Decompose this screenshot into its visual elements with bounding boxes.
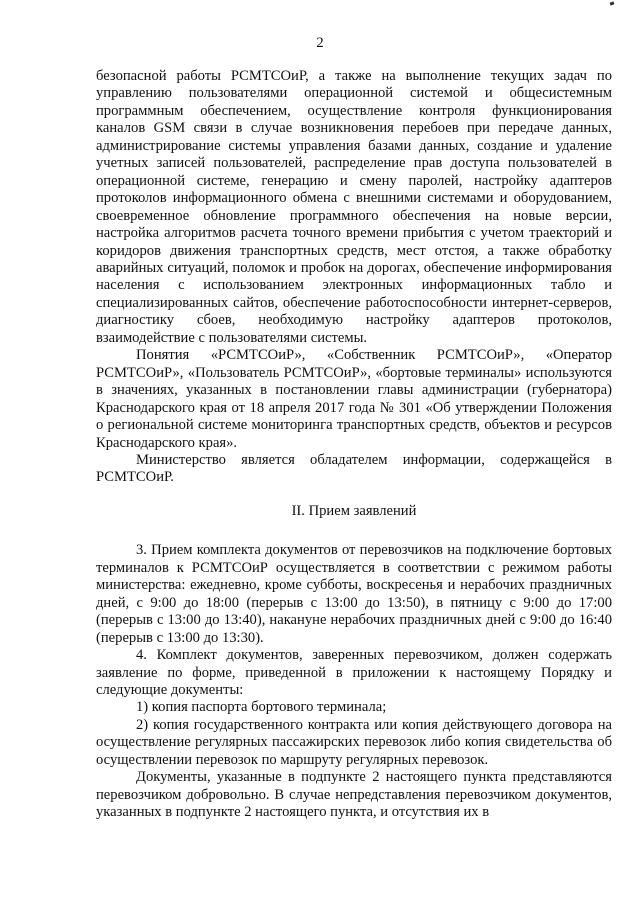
paragraph-item-3: 3. Прием комплекта документов от перевозчиков на подключение бортовых терминалов к РСМТСОиР осуществляется в соответствии с режимом работы министерства: ежедневно, кроме субботы, воскресенья и нерабочих праздничных дней, с 9:00 до 18:00 (перерыв с 13:00 до 13:50), в пятницу с 9:00 до 17:00 (перерыв с 13:00 до 13:40), накануне нерабочих праздничных дней с 9:00 до 16:40 (перерыв с 13:00 до 13:30). [96,542,612,646]
paragraph-item-4: 4. Комплект документов, заверенных перевозчиком, должен содержать заявление по форме, приведенной в приложении к настоящему Порядку и следующие документы: [96,647,612,698]
list-item-1: 1) копия паспорта бортового терминала; [136,699,387,716]
paragraph-documents: Документы, указанные в подпункте 2 настоящего пункта представляются перевозчиком добровольно. В случае непредставления перевозчиком документов, указанных в подпункте 2 настоящего пункта, и отсутствия их в [96,769,612,821]
paragraph-definitions: Понятия «РСМТСОиР», «Собственник РСМТСОиР», «Оператор РСМТСОиР», «Пользователь РСМТСОиР», «бортовые терминалы» используются в значениях, указанных в постановлении главы администрации (губернатора) Краснодарского края от 18 апреля 2017 года № 301 «Об утверждении Положения о региональной системе мониторинга транспортных средств, объектов и ресурсов Краснодарского края». [96,347,612,451]
list-item-2: 2) копия государственного контракта или копия действующего договора на осуществление регулярных пассажирских перевозок либо копия свидетельства об осуществлении перевозок по маршруту регулярных перевозок. [96,716,612,768]
section-heading: II. Прием заявлений [291,502,417,519]
corner-mark [610,1,615,5]
paragraph-continuation: безопасной работы РСМТСОиР, а также на выполнение текущих задач по управлению пользователями операционной системой и общесистемным программным обеспечением, осуществление контроля функционирования каналов GSM связи в случае возникновения перебоев при передаче данных, администрирование системы управления базами данных, создание и удаление учетных записей пользователей, распределение прав доступа пользователей в операционной системе, генерацию и смену паролей, настройку адаптеров протоколов информационного обмена с внешними системами и оборудованием, своевременное обновление программного обеспечения на новые версии, настройка алгоритмов расчета точного времени прибытия с учетом траекторий и коридоров движения транспортных средств, мест отстоя, а также обработку аварийных ситуаций, поломок и пробок на дорогах, обеспечение информирования населения с использованием электронных информационных табло и специализированных сайтов, обеспечение работоспособности интернет-серверов, диагностику сбоев, необходимую настройку адаптеров протоколов, взаимодействие с пользователями системы. [96,68,612,346]
document-body [96,68,612,822]
paragraph-ownership: Министерство является обладателем информации, содержащейся в РСМТСОиР. [96,451,612,486]
page-number: 2 [316,35,324,51]
